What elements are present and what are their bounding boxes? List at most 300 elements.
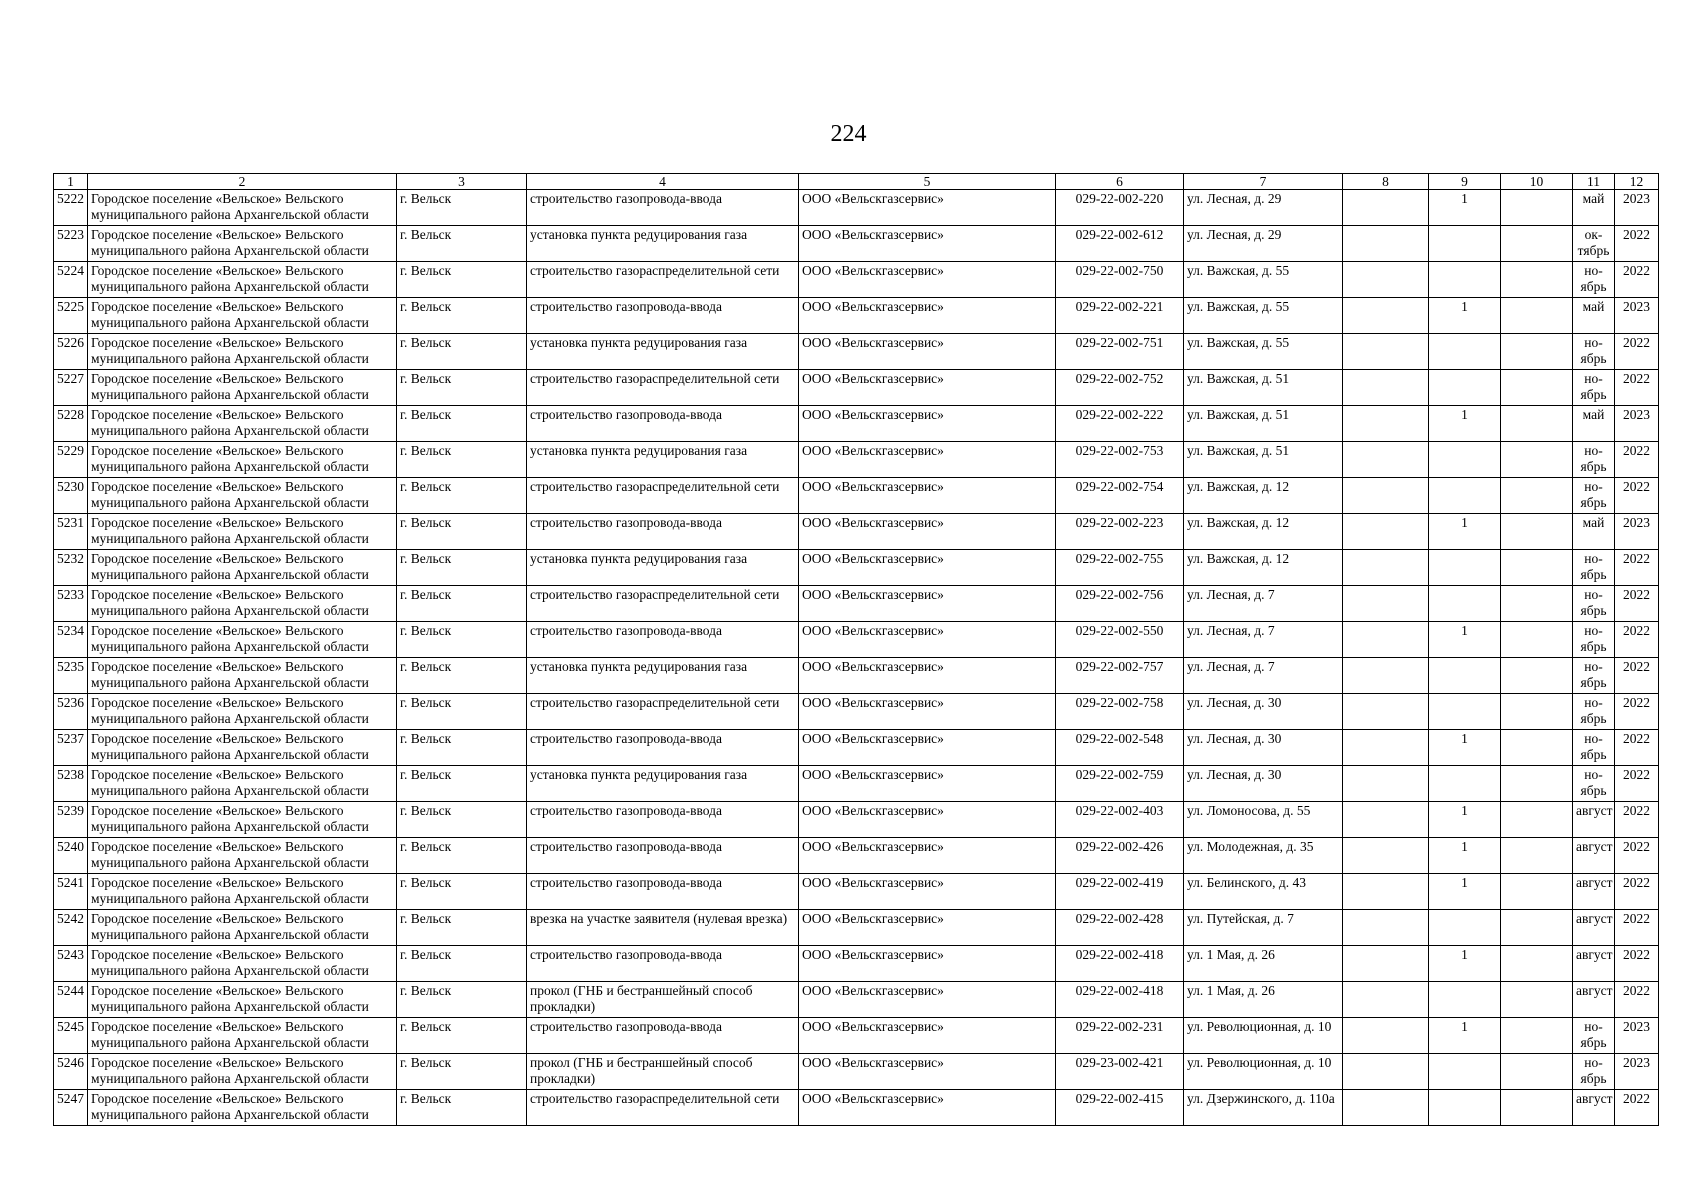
code-cell: 029-22-002-426 xyxy=(1056,838,1184,874)
address-cell: ул. Лесная, д. 7 xyxy=(1184,658,1343,694)
locality-cell: г. Вельск xyxy=(397,478,527,514)
row-number: 5242 xyxy=(54,910,88,946)
row-number: 5247 xyxy=(54,1090,88,1126)
table-row xyxy=(54,190,1659,226)
municipality-cell: Городское поселение «Вельское» Вельского муниципального района Архангельской области xyxy=(88,1054,397,1090)
code-cell: 029-22-002-750 xyxy=(1056,262,1184,298)
column-9-cell: 1 xyxy=(1429,946,1501,982)
code-cell: 029-22-002-428 xyxy=(1056,910,1184,946)
column-10-cell xyxy=(1501,874,1573,910)
month-cell: но-ябрь xyxy=(1573,766,1615,802)
code-cell: 029-22-002-223 xyxy=(1056,514,1184,550)
column-8-cell xyxy=(1343,478,1429,514)
organization-cell: ООО «Вельскгазсервис» xyxy=(799,1054,1056,1090)
row-number: 5244 xyxy=(54,982,88,1018)
column-10-cell xyxy=(1501,478,1573,514)
year-cell: 2022 xyxy=(1615,334,1659,370)
table-row xyxy=(54,982,1659,1018)
work-type-cell: установка пункта редуцирования газа xyxy=(527,658,799,694)
column-9-cell: 1 xyxy=(1429,406,1501,442)
municipality-cell: Городское поселение «Вельское» Вельского муниципального района Архангельской области xyxy=(88,838,397,874)
code-cell: 029-22-002-758 xyxy=(1056,694,1184,730)
locality-cell: г. Вельск xyxy=(397,694,527,730)
column-8-cell xyxy=(1343,694,1429,730)
column-8-cell xyxy=(1343,658,1429,694)
municipality-cell: Городское поселение «Вельское» Вельского муниципального района Архангельской области xyxy=(88,622,397,658)
code-cell: 029-22-002-550 xyxy=(1056,622,1184,658)
month-cell: но-ябрь xyxy=(1573,442,1615,478)
column-8-cell xyxy=(1343,298,1429,334)
work-type-cell: врезка на участке заявителя (нулевая врезка) xyxy=(527,910,799,946)
year-cell: 2022 xyxy=(1615,442,1659,478)
row-number: 5231 xyxy=(54,514,88,550)
table-row xyxy=(54,442,1659,478)
column-9-cell: 1 xyxy=(1429,514,1501,550)
year-cell: 2022 xyxy=(1615,838,1659,874)
column-9-cell xyxy=(1429,658,1501,694)
address-cell: ул. Лесная, д. 30 xyxy=(1184,694,1343,730)
column-10-cell xyxy=(1501,694,1573,730)
year-cell: 2022 xyxy=(1615,262,1659,298)
month-cell: август xyxy=(1573,874,1615,910)
code-cell: 029-23-002-421 xyxy=(1056,1054,1184,1090)
municipality-cell: Городское поселение «Вельское» Вельского муниципального района Архангельской области xyxy=(88,658,397,694)
table-row xyxy=(54,838,1659,874)
organization-cell: ООО «Вельскгазсервис» xyxy=(799,622,1056,658)
locality-cell: г. Вельск xyxy=(397,982,527,1018)
address-cell: ул. Лесная, д. 30 xyxy=(1184,730,1343,766)
code-cell: 029-22-002-752 xyxy=(1056,370,1184,406)
municipality-cell: Городское поселение «Вельское» Вельского муниципального района Архангельской области xyxy=(88,946,397,982)
work-type-cell: строительство газораспределительной сети xyxy=(527,694,799,730)
column-8-cell xyxy=(1343,550,1429,586)
address-cell: ул. Важская, д. 12 xyxy=(1184,550,1343,586)
code-cell: 029-22-002-403 xyxy=(1056,802,1184,838)
row-number: 5233 xyxy=(54,586,88,622)
code-cell: 029-22-002-757 xyxy=(1056,658,1184,694)
row-number: 5229 xyxy=(54,442,88,478)
column-number-row xyxy=(54,174,1659,190)
locality-cell: г. Вельск xyxy=(397,406,527,442)
table-row xyxy=(54,1054,1659,1090)
year-cell: 2022 xyxy=(1615,586,1659,622)
column-9-cell xyxy=(1429,910,1501,946)
work-type-cell: установка пункта редуцирования газа xyxy=(527,442,799,478)
table-row xyxy=(54,550,1659,586)
month-cell: но-ябрь xyxy=(1573,622,1615,658)
address-cell: ул. Лесная, д. 30 xyxy=(1184,766,1343,802)
organization-cell: ООО «Вельскгазсервис» xyxy=(799,694,1056,730)
month-cell: но-ябрь xyxy=(1573,658,1615,694)
column-header: 1 xyxy=(54,174,88,190)
column-8-cell xyxy=(1343,874,1429,910)
municipality-cell: Городское поселение «Вельское» Вельского муниципального района Архангельской области xyxy=(88,1090,397,1126)
municipality-cell: Городское поселение «Вельское» Вельского муниципального района Архангельской области xyxy=(88,262,397,298)
code-cell: 029-22-002-755 xyxy=(1056,550,1184,586)
table-row xyxy=(54,802,1659,838)
municipality-cell: Городское поселение «Вельское» Вельского муниципального района Архангельской области xyxy=(88,910,397,946)
register-table xyxy=(53,173,1659,1126)
column-8-cell xyxy=(1343,1090,1429,1126)
locality-cell: г. Вельск xyxy=(397,370,527,406)
column-header: 3 xyxy=(397,174,527,190)
column-8-cell xyxy=(1343,802,1429,838)
column-10-cell xyxy=(1501,442,1573,478)
code-cell: 029-22-002-415 xyxy=(1056,1090,1184,1126)
column-10-cell xyxy=(1501,1054,1573,1090)
table-row xyxy=(54,226,1659,262)
column-9-cell xyxy=(1429,1090,1501,1126)
locality-cell: г. Вельск xyxy=(397,802,527,838)
municipality-cell: Городское поселение «Вельское» Вельского муниципального района Архангельской области xyxy=(88,550,397,586)
column-9-cell: 1 xyxy=(1429,622,1501,658)
code-cell: 029-22-002-759 xyxy=(1056,766,1184,802)
locality-cell: г. Вельск xyxy=(397,910,527,946)
municipality-cell: Городское поселение «Вельское» Вельского муниципального района Архангельской области xyxy=(88,586,397,622)
address-cell: ул. Важская, д. 55 xyxy=(1184,262,1343,298)
table-row xyxy=(54,586,1659,622)
work-type-cell: прокол (ГНБ и бестраншейный способ прокладки) xyxy=(527,1054,799,1090)
row-number: 5234 xyxy=(54,622,88,658)
column-10-cell xyxy=(1501,406,1573,442)
column-10-cell xyxy=(1501,226,1573,262)
column-10-cell xyxy=(1501,982,1573,1018)
year-cell: 2022 xyxy=(1615,874,1659,910)
column-8-cell xyxy=(1343,406,1429,442)
address-cell: ул. Лесная, д. 7 xyxy=(1184,622,1343,658)
year-cell: 2022 xyxy=(1615,550,1659,586)
year-cell: 2022 xyxy=(1615,622,1659,658)
locality-cell: г. Вельск xyxy=(397,946,527,982)
year-cell: 2023 xyxy=(1615,406,1659,442)
organization-cell: ООО «Вельскгазсервис» xyxy=(799,298,1056,334)
locality-cell: г. Вельск xyxy=(397,334,527,370)
address-cell: ул. Революционная, д. 10 xyxy=(1184,1018,1343,1054)
address-cell: ул. Революционная, д. 10 xyxy=(1184,1054,1343,1090)
column-10-cell xyxy=(1501,802,1573,838)
code-cell: 029-22-002-222 xyxy=(1056,406,1184,442)
row-number: 5243 xyxy=(54,946,88,982)
month-cell: но-ябрь xyxy=(1573,334,1615,370)
code-cell: 029-22-002-418 xyxy=(1056,946,1184,982)
locality-cell: г. Вельск xyxy=(397,766,527,802)
column-10-cell xyxy=(1501,334,1573,370)
column-header: 7 xyxy=(1184,174,1343,190)
row-number: 5236 xyxy=(54,694,88,730)
table-row xyxy=(54,874,1659,910)
month-cell: ок-тябрь xyxy=(1573,226,1615,262)
locality-cell: г. Вельск xyxy=(397,586,527,622)
column-8-cell xyxy=(1343,910,1429,946)
municipality-cell: Городское поселение «Вельское» Вельского муниципального района Архангельской области xyxy=(88,442,397,478)
row-number: 5239 xyxy=(54,802,88,838)
column-9-cell xyxy=(1429,586,1501,622)
code-cell: 029-22-002-418 xyxy=(1056,982,1184,1018)
column-8-cell xyxy=(1343,370,1429,406)
locality-cell: г. Вельск xyxy=(397,874,527,910)
year-cell: 2023 xyxy=(1615,190,1659,226)
row-number: 5224 xyxy=(54,262,88,298)
organization-cell: ООО «Вельскгазсервис» xyxy=(799,550,1056,586)
year-cell: 2023 xyxy=(1615,514,1659,550)
address-cell: ул. Важская, д. 51 xyxy=(1184,442,1343,478)
month-cell: май xyxy=(1573,190,1615,226)
organization-cell: ООО «Вельскгазсервис» xyxy=(799,478,1056,514)
table-row xyxy=(54,514,1659,550)
work-type-cell: строительство газораспределительной сети xyxy=(527,1090,799,1126)
column-10-cell xyxy=(1501,514,1573,550)
work-type-cell: строительство газопровода-ввода xyxy=(527,406,799,442)
work-type-cell: строительство газопровода-ввода xyxy=(527,622,799,658)
row-number: 5246 xyxy=(54,1054,88,1090)
month-cell: август xyxy=(1573,946,1615,982)
locality-cell: г. Вельск xyxy=(397,190,527,226)
work-type-cell: строительство газопровода-ввода xyxy=(527,874,799,910)
code-cell: 029-22-002-753 xyxy=(1056,442,1184,478)
column-8-cell xyxy=(1343,514,1429,550)
row-number: 5232 xyxy=(54,550,88,586)
column-8-cell xyxy=(1343,262,1429,298)
organization-cell: ООО «Вельскгазсервис» xyxy=(799,874,1056,910)
column-8-cell xyxy=(1343,622,1429,658)
row-number: 5225 xyxy=(54,298,88,334)
column-9-cell: 1 xyxy=(1429,1018,1501,1054)
organization-cell: ООО «Вельскгазсервис» xyxy=(799,334,1056,370)
month-cell: но-ябрь xyxy=(1573,1018,1615,1054)
address-cell: ул. Важская, д. 55 xyxy=(1184,334,1343,370)
address-cell: ул. Важская, д. 51 xyxy=(1184,370,1343,406)
year-cell: 2022 xyxy=(1615,802,1659,838)
work-type-cell: строительство газораспределительной сети xyxy=(527,586,799,622)
column-9-cell: 1 xyxy=(1429,730,1501,766)
column-10-cell xyxy=(1501,838,1573,874)
work-type-cell: строительство газораспределительной сети xyxy=(527,478,799,514)
month-cell: май xyxy=(1573,298,1615,334)
column-10-cell xyxy=(1501,910,1573,946)
organization-cell: ООО «Вельскгазсервис» xyxy=(799,1018,1056,1054)
table-row xyxy=(54,1018,1659,1054)
locality-cell: г. Вельск xyxy=(397,658,527,694)
column-10-cell xyxy=(1501,946,1573,982)
column-9-cell xyxy=(1429,442,1501,478)
column-8-cell xyxy=(1343,1054,1429,1090)
column-9-cell xyxy=(1429,694,1501,730)
column-10-cell xyxy=(1501,1018,1573,1054)
row-number: 5227 xyxy=(54,370,88,406)
year-cell: 2022 xyxy=(1615,766,1659,802)
month-cell: август xyxy=(1573,838,1615,874)
year-cell: 2022 xyxy=(1615,946,1659,982)
municipality-cell: Городское поселение «Вельское» Вельского муниципального района Архангельской области xyxy=(88,226,397,262)
table-row xyxy=(54,622,1659,658)
column-9-cell xyxy=(1429,1054,1501,1090)
column-9-cell: 1 xyxy=(1429,190,1501,226)
address-cell: ул. Лесная, д. 29 xyxy=(1184,190,1343,226)
municipality-cell: Городское поселение «Вельское» Вельского муниципального района Архангельской области xyxy=(88,766,397,802)
work-type-cell: строительство газопровода-ввода xyxy=(527,298,799,334)
work-type-cell: установка пункта редуцирования газа xyxy=(527,334,799,370)
organization-cell: ООО «Вельскгазсервис» xyxy=(799,406,1056,442)
column-header: 4 xyxy=(527,174,799,190)
month-cell: но-ябрь xyxy=(1573,730,1615,766)
column-10-cell xyxy=(1501,1090,1573,1126)
month-cell: но-ябрь xyxy=(1573,1054,1615,1090)
row-number: 5235 xyxy=(54,658,88,694)
municipality-cell: Городское поселение «Вельское» Вельского муниципального района Архангельской области xyxy=(88,874,397,910)
municipality-cell: Городское поселение «Вельское» Вельского муниципального района Архангельской области xyxy=(88,730,397,766)
month-cell: но-ябрь xyxy=(1573,586,1615,622)
address-cell: ул. Дзержинского, д. 110а xyxy=(1184,1090,1343,1126)
address-cell: ул. 1 Мая, д. 26 xyxy=(1184,982,1343,1018)
year-cell: 2022 xyxy=(1615,658,1659,694)
row-number: 5222 xyxy=(54,190,88,226)
work-type-cell: установка пункта редуцирования газа xyxy=(527,226,799,262)
table-row xyxy=(54,334,1659,370)
month-cell: но-ябрь xyxy=(1573,370,1615,406)
row-number: 5241 xyxy=(54,874,88,910)
code-cell: 029-22-002-231 xyxy=(1056,1018,1184,1054)
column-8-cell xyxy=(1343,946,1429,982)
work-type-cell: строительство газопровода-ввода xyxy=(527,730,799,766)
year-cell: 2023 xyxy=(1615,1054,1659,1090)
locality-cell: г. Вельск xyxy=(397,838,527,874)
code-cell: 029-22-002-419 xyxy=(1056,874,1184,910)
column-9-cell: 1 xyxy=(1429,802,1501,838)
locality-cell: г. Вельск xyxy=(397,514,527,550)
column-8-cell xyxy=(1343,982,1429,1018)
table-row xyxy=(54,1090,1659,1126)
column-9-cell xyxy=(1429,370,1501,406)
column-9-cell xyxy=(1429,982,1501,1018)
organization-cell: ООО «Вельскгазсервис» xyxy=(799,838,1056,874)
municipality-cell: Городское поселение «Вельское» Вельского муниципального района Архангельской области xyxy=(88,298,397,334)
row-number: 5223 xyxy=(54,226,88,262)
municipality-cell: Городское поселение «Вельское» Вельского муниципального района Архангельской области xyxy=(88,370,397,406)
column-9-cell: 1 xyxy=(1429,298,1501,334)
year-cell: 2022 xyxy=(1615,1090,1659,1126)
work-type-cell: прокол (ГНБ и бестраншейный способ прокладки) xyxy=(527,982,799,1018)
address-cell: ул. Важская, д. 55 xyxy=(1184,298,1343,334)
year-cell: 2022 xyxy=(1615,910,1659,946)
organization-cell: ООО «Вельскгазсервис» xyxy=(799,442,1056,478)
row-number: 5245 xyxy=(54,1018,88,1054)
row-number: 5238 xyxy=(54,766,88,802)
month-cell: но-ябрь xyxy=(1573,478,1615,514)
column-9-cell: 1 xyxy=(1429,874,1501,910)
column-header: 12 xyxy=(1615,174,1659,190)
month-cell: но-ябрь xyxy=(1573,262,1615,298)
page-number: 224 xyxy=(830,121,867,147)
column-header: 9 xyxy=(1429,174,1501,190)
column-9-cell xyxy=(1429,478,1501,514)
work-type-cell: установка пункта редуцирования газа xyxy=(527,766,799,802)
code-cell: 029-22-002-751 xyxy=(1056,334,1184,370)
address-cell: ул. Важская, д. 51 xyxy=(1184,406,1343,442)
table-row xyxy=(54,766,1659,802)
column-10-cell xyxy=(1501,370,1573,406)
column-10-cell xyxy=(1501,622,1573,658)
locality-cell: г. Вельск xyxy=(397,730,527,766)
month-cell: август xyxy=(1573,910,1615,946)
organization-cell: ООО «Вельскгазсервис» xyxy=(799,910,1056,946)
table-row xyxy=(54,262,1659,298)
organization-cell: ООО «Вельскгазсервис» xyxy=(799,370,1056,406)
column-8-cell xyxy=(1343,838,1429,874)
table-row xyxy=(54,478,1659,514)
year-cell: 2022 xyxy=(1615,982,1659,1018)
municipality-cell: Городское поселение «Вельское» Вельского муниципального района Архангельской области xyxy=(88,478,397,514)
year-cell: 2023 xyxy=(1615,1018,1659,1054)
work-type-cell: строительство газопровода-ввода xyxy=(527,946,799,982)
column-10-cell xyxy=(1501,658,1573,694)
organization-cell: ООО «Вельскгазсервис» xyxy=(799,946,1056,982)
table-row xyxy=(54,694,1659,730)
column-10-cell xyxy=(1501,550,1573,586)
locality-cell: г. Вельск xyxy=(397,1054,527,1090)
work-type-cell: строительство газораспределительной сети xyxy=(527,262,799,298)
column-header: 10 xyxy=(1501,174,1573,190)
organization-cell: ООО «Вельскгазсервис» xyxy=(799,586,1056,622)
address-cell: ул. Важская, д. 12 xyxy=(1184,514,1343,550)
table-row xyxy=(54,370,1659,406)
month-cell: но-ябрь xyxy=(1573,550,1615,586)
address-cell: ул. Молодежная, д. 35 xyxy=(1184,838,1343,874)
municipality-cell: Городское поселение «Вельское» Вельского муниципального района Архангельской области xyxy=(88,514,397,550)
column-header: 8 xyxy=(1343,174,1429,190)
year-cell: 2022 xyxy=(1615,730,1659,766)
address-cell: ул. Лесная, д. 7 xyxy=(1184,586,1343,622)
column-10-cell xyxy=(1501,730,1573,766)
locality-cell: г. Вельск xyxy=(397,550,527,586)
municipality-cell: Городское поселение «Вельское» Вельского муниципального района Архангельской области xyxy=(88,406,397,442)
table-body xyxy=(54,190,1659,1126)
column-header: 2 xyxy=(88,174,397,190)
organization-cell: ООО «Вельскгазсервис» xyxy=(799,514,1056,550)
work-type-cell: строительство газопровода-ввода xyxy=(527,514,799,550)
column-8-cell xyxy=(1343,334,1429,370)
address-cell: ул. Белинского, д. 43 xyxy=(1184,874,1343,910)
municipality-cell: Городское поселение «Вельское» Вельского муниципального района Архангельской области xyxy=(88,334,397,370)
row-number: 5226 xyxy=(54,334,88,370)
row-number: 5240 xyxy=(54,838,88,874)
column-10-cell xyxy=(1501,586,1573,622)
column-8-cell xyxy=(1343,190,1429,226)
table-row xyxy=(54,406,1659,442)
year-cell: 2022 xyxy=(1615,694,1659,730)
organization-cell: ООО «Вельскгазсервис» xyxy=(799,658,1056,694)
address-cell: ул. Важская, д. 12 xyxy=(1184,478,1343,514)
column-9-cell xyxy=(1429,262,1501,298)
month-cell: май xyxy=(1573,406,1615,442)
address-cell: ул. 1 Мая, д. 26 xyxy=(1184,946,1343,982)
row-number: 5228 xyxy=(54,406,88,442)
locality-cell: г. Вельск xyxy=(397,262,527,298)
column-header: 11 xyxy=(1573,174,1615,190)
address-cell: ул. Ломоносова, д. 55 xyxy=(1184,802,1343,838)
organization-cell: ООО «Вельскгазсервис» xyxy=(799,1090,1056,1126)
column-8-cell xyxy=(1343,730,1429,766)
table-row xyxy=(54,910,1659,946)
column-header: 5 xyxy=(799,174,1056,190)
work-type-cell: строительство газопровода-ввода xyxy=(527,802,799,838)
work-type-cell: строительство газораспределительной сети xyxy=(527,370,799,406)
table-row xyxy=(54,658,1659,694)
row-number: 5237 xyxy=(54,730,88,766)
locality-cell: г. Вельск xyxy=(397,442,527,478)
table-row xyxy=(54,946,1659,982)
organization-cell: ООО «Вельскгазсервис» xyxy=(799,766,1056,802)
municipality-cell: Городское поселение «Вельское» Вельского муниципального района Архангельской области xyxy=(88,1018,397,1054)
